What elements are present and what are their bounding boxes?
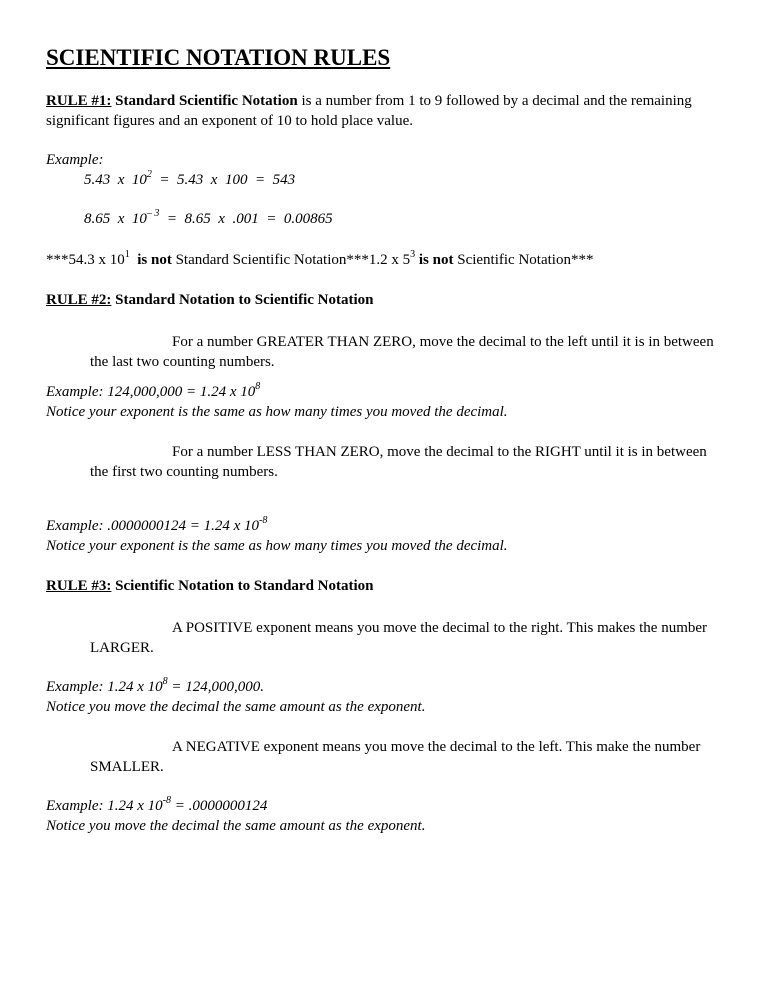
ex2-rest: = 8.65 x .001 = 0.00865	[159, 211, 333, 227]
note-exponent-1: 1	[124, 249, 130, 260]
page-title: SCIENTIFIC NOTATION RULES	[46, 45, 391, 70]
rule3-header	[46, 576, 736, 596]
rule1-note	[46, 250, 736, 270]
rule1-example-label: Example:	[46, 152, 104, 168]
rule2-header	[46, 290, 736, 310]
rule1-text: is a number from 1 to 9 followed by a decimal and the remaining significant figures and an exponent of 10 to hold place value.	[46, 93, 692, 129]
rule3-ex1-text: Example: 1.24 x 10	[46, 679, 163, 695]
rule3-label: RULE #3:	[46, 578, 112, 594]
rule1-example-2	[84, 209, 768, 229]
rule2-ex1-exponent: 8	[255, 381, 261, 392]
rule3-ex2-rest: = .0000000124	[170, 798, 268, 814]
rule2-example-2	[46, 516, 736, 536]
ex2-mantissa: 8.65 x 10	[84, 211, 147, 227]
note-part-1: ***54.3 x 10	[46, 252, 125, 268]
rule2-ex1-text: Example: 124,000,000 = 1.24 x 10	[46, 384, 256, 400]
rule1-heading: Standard Scientific Notation	[115, 93, 298, 109]
note-part-3: Scientific Notation***	[453, 252, 594, 268]
rule2-ex2-text: Example: .0000000124 = 1.24 x 10	[46, 518, 260, 534]
rule1-paragraph	[46, 91, 736, 131]
ex1-rest: = 5.43 x 100 = 543	[151, 172, 296, 188]
rule3-example-2-note: Notice you move the decimal the same amount as the exponent.	[46, 818, 426, 834]
note-bold-2: is not	[418, 252, 454, 268]
rule3-ex2-exponent: -8	[162, 795, 171, 806]
rule2-heading: Standard Notation to Scientific Notation	[115, 292, 374, 308]
rule3-example-1	[46, 677, 736, 697]
rule1-label: RULE #1:	[46, 93, 112, 109]
rule2-example-2-note: Notice your exponent is the same as how many times you moved the decimal.	[46, 538, 508, 554]
note-bold-1: is not	[137, 252, 172, 268]
ex1-exponent: 2	[146, 169, 152, 180]
rule3-ex1-exponent: 8	[162, 676, 168, 687]
note-exponent-2: 3	[410, 249, 416, 260]
note-part-2: Standard Scientific Notation***1.2 x 5	[171, 252, 411, 268]
rule2-example-1-note: Notice your exponent is the same as how many times you moved the decimal.	[46, 404, 508, 420]
rule3-example-2	[46, 796, 736, 816]
rule2-ex2-exponent: -8	[259, 515, 268, 526]
rule3-example-1-note: Notice you move the decimal the same amount as the exponent.	[46, 699, 426, 715]
rule2-label: RULE #2:	[46, 292, 112, 308]
rule1-example-1	[84, 170, 768, 190]
rule3-ex1-rest: = 124,000,000.	[167, 679, 265, 695]
rule3-heading: Scientific Notation to Standard Notation	[115, 578, 374, 594]
rule3-ex2-text: Example: 1.24 x 10	[46, 798, 163, 814]
rule2-example-1	[46, 382, 736, 402]
rule2-paragraph-2: For a number LESS THAN ZERO, move the decimal to the RIGHT until it is in between the first two counting numbers.	[90, 444, 707, 480]
rule2-paragraph-1: For a number GREATER THAN ZERO, move the decimal to the left until it is in between the last two counting numbers.	[90, 334, 714, 370]
rule3-paragraph-2: A NEGATIVE exponent means you move the decimal to the left. This make the number SMALLER.	[90, 739, 701, 775]
rule3-paragraph-1: A POSITIVE exponent means you move the decimal to the right. This makes the number LARGER.	[90, 620, 708, 656]
ex1-mantissa: 5.43 x 10	[84, 172, 147, 188]
ex2-exponent: – 3	[146, 208, 160, 219]
